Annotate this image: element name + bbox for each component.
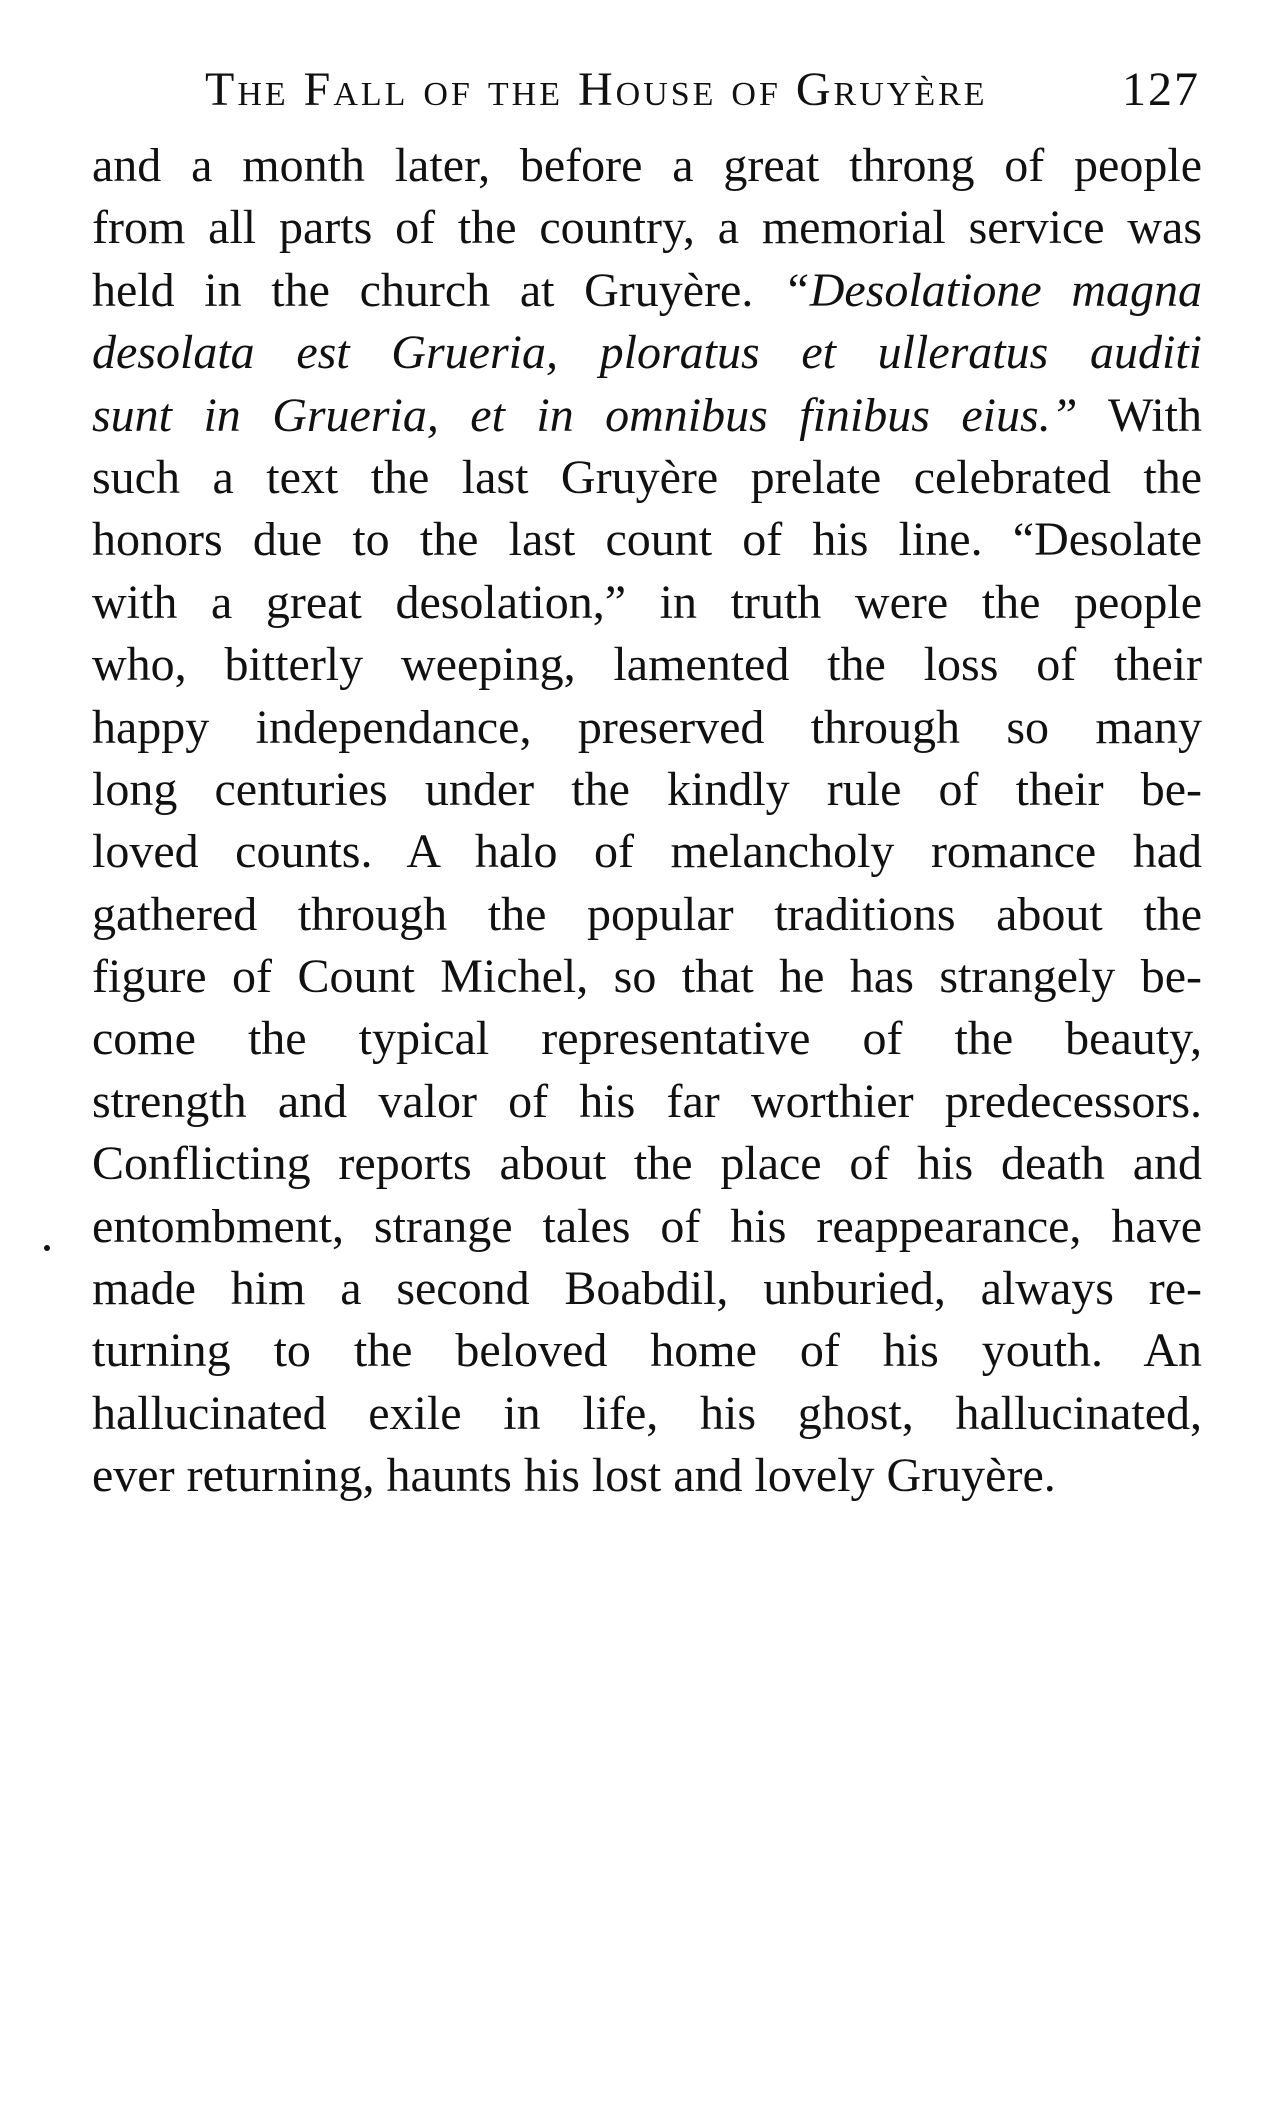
text-line: and a month later, before a great throng of people — [92, 139, 1202, 192]
text-line: turning to the beloved home of his youth. An — [92, 1324, 1202, 1378]
body-text — [92, 135, 1202, 1508]
latin-quotation: sunt in Grueria, et in omnibus finibus eius.” — [92, 388, 1078, 442]
text-line: ever returning, haunts his lost and lovely Gruyère. — [92, 1449, 1056, 1503]
text-line: who, bitterly weeping, lamented the loss of their — [92, 638, 1202, 692]
stray-ink-dot — [44, 1245, 50, 1251]
text-line — [92, 260, 1202, 322]
text-line: entombment, strange tales of his reappearance, have — [92, 1199, 1202, 1253]
text-line: Conflicting reports about the place of his death and — [92, 1137, 1202, 1191]
text-run: With — [1077, 388, 1203, 442]
text-line: from all parts of the country, a memorial service was — [92, 201, 1202, 255]
text-line: with a great desolation,” in truth were the people — [92, 575, 1202, 629]
page-number: 127 — [1122, 63, 1200, 116]
text-run: held in the church at Gruyère. — [92, 263, 784, 317]
text-line: long centuries under the kindly rule of their be- — [92, 762, 1202, 816]
text-line: happy independance, preserved through so many — [92, 700, 1202, 754]
text-line: hallucinated exile in life, his ghost, hallucinated, — [92, 1386, 1202, 1440]
text-line: made him a second Boabdil, unburied, always re- — [92, 1262, 1202, 1316]
text-line: such a text the last Gruyère prelate celebrated the — [92, 450, 1202, 504]
text-line — [92, 322, 1202, 384]
text-line: loved counts. A halo of melancholy romance had — [92, 825, 1202, 879]
text-line: strength and valor of his far worthier predecessors. — [92, 1074, 1202, 1128]
latin-quotation: “Desolatione magna — [783, 263, 1203, 317]
text-line — [92, 385, 1202, 447]
latin-quotation: desolata est Grueria, ploratus et ulleratus auditi — [92, 326, 1202, 380]
text-line: figure of Count Michel, so that he has strangely be- — [92, 950, 1202, 1004]
text-line: come the typical representative of the beauty, — [92, 1012, 1202, 1066]
running-header — [205, 62, 1200, 124]
text-line: honors due to the last count of his line. “Desolate — [92, 513, 1202, 567]
text-line: gathered through the popular traditions about the — [92, 887, 1202, 941]
running-title: The Fall of the House of Gruyère — [205, 63, 988, 116]
